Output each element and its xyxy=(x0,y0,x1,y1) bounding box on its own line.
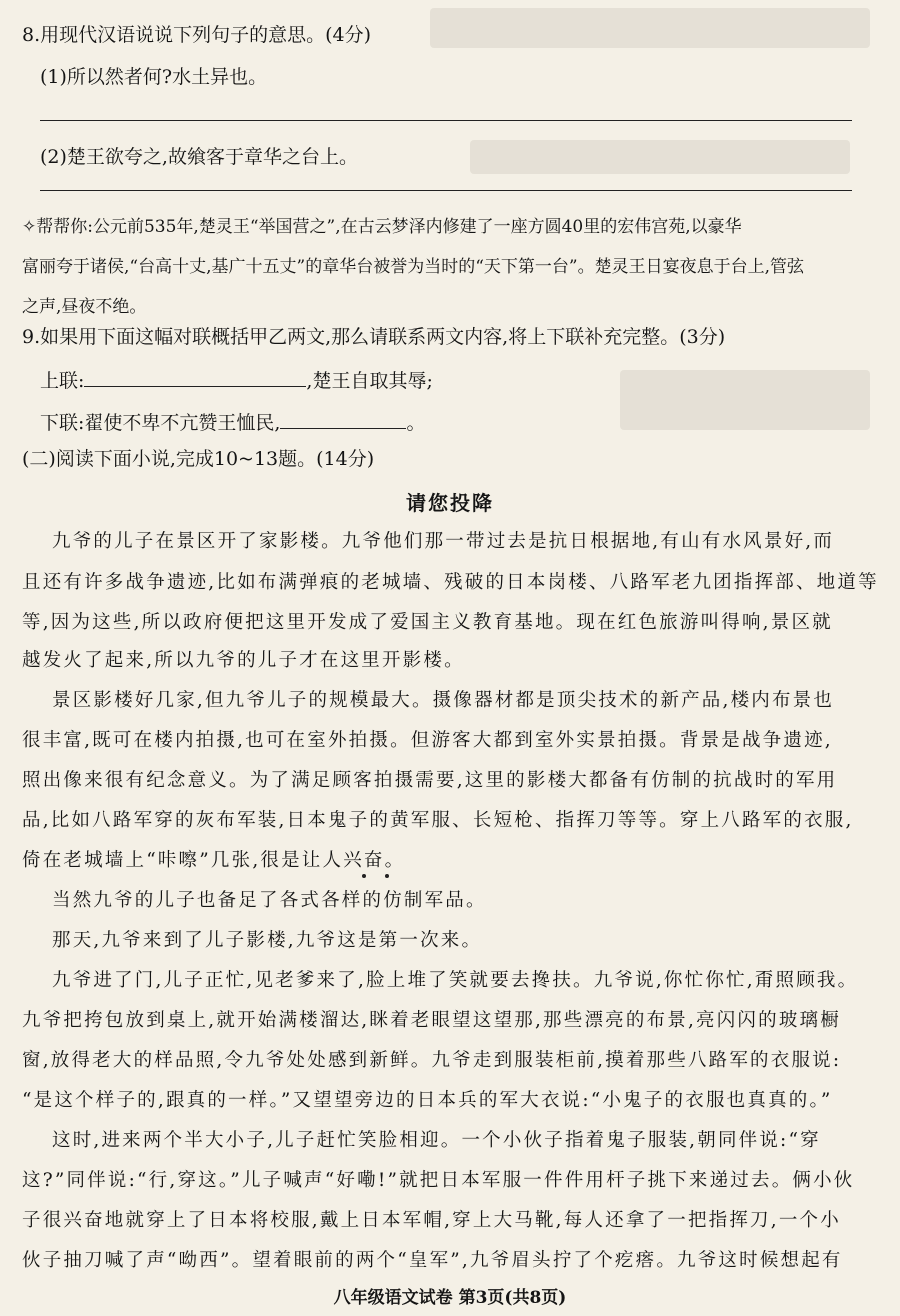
story-line: 九爷的儿子在景区开了家影楼。九爷他们那一带过去是抗日根据地,有山有水风景好,而 xyxy=(52,531,835,552)
story-line: 当然九爷的儿子也备足了各式各样的仿制军品。 xyxy=(52,890,487,911)
help-note-line-3: 之声,昼夜不绝。 xyxy=(22,297,147,317)
story-line: “是这个样子的,跟真的一样。”又望望旁边的日本兵的军大衣说:“小鬼子的衣服也真真的。” xyxy=(22,1090,833,1111)
q8-item-1: (1)所以然者何?水土异也。 xyxy=(40,66,268,88)
q9-title: 9.如果用下面这幅对联概括甲乙两文,那么请联系两文内容,将上下联补充完整。(3分) xyxy=(22,326,726,348)
q9-upper-label: 上联: xyxy=(40,370,85,392)
q8-item-2: (2)楚王欲夸之,故飨客于章华之台上。 xyxy=(40,146,358,168)
q8-title: 8.用现代汉语说说下列句子的意思。(4分) xyxy=(22,24,372,46)
q9-upper-blank xyxy=(84,385,306,387)
q8-answer-line-1 xyxy=(40,120,852,121)
story-line: 那天,九爷来到了儿子影楼,九爷这是第一次来。 xyxy=(52,930,483,951)
q9-lower-tail: 。 xyxy=(406,412,426,434)
q9-lower-label: 下联:翟使不卑不亢赞王恤民, xyxy=(40,412,281,434)
emphasis-dot xyxy=(362,874,366,878)
help-note-line-2: 富丽夸于诸侯,“台高十丈,基广十五丈”的章华台被誉为当时的“天下第一台”。楚灵王日宴夜息于台上,管弦 xyxy=(22,257,804,277)
story-line: 窗,放得老大的样品照,令九爷处处感到新鲜。九爷走到服装柜前,摸着那些八路军的衣服说: xyxy=(22,1050,842,1071)
story-line: 这时,进来两个半大小子,儿子赶忙笑脸相迎。一个小伙子指着鬼子服装,朝同伴说:“穿 xyxy=(52,1130,821,1151)
story-title: 请您投降 xyxy=(406,491,494,515)
section-2-heading: (二)阅读下面小说,完成10~13题。(14分) xyxy=(22,448,375,470)
story-line: 很丰富,既可在楼内拍摄,也可在室外拍摄。但游客大都到室外实景拍摄。背景是战争遗迹, xyxy=(22,730,833,751)
q9-upper-couplet xyxy=(40,366,882,393)
story-line: 越发火了起来,所以九爷的儿子才在这里开影楼。 xyxy=(22,650,465,671)
story-line: 九爷进了门,儿子正忙,见老爹来了,脸上堆了笑就要去搀扶。九爷说,你忙你忙,甭照顾我。 xyxy=(52,970,859,991)
story-line: 且还有许多战争遗迹,比如布满弹痕的老城墙、残破的日本岗楼、八路军老九团指挥部、地道等 xyxy=(22,572,879,593)
story-line: 子很兴奋地就穿上了日本将校服,戴上日本军帽,穿上大马靴,每人还拿了一把指挥刀,一个小 xyxy=(22,1210,841,1231)
story-line: 品,比如八路军穿的灰布军装,日本鬼子的黄军服、长短枪、指挥刀等等。穿上八路军的衣服, xyxy=(22,810,854,831)
story-line: 等,因为这些,所以政府便把这里开发成了爱国主义教育基地。现在红色旅游叫得响,景区就 xyxy=(22,612,833,633)
page-footer: 八年级语文试卷 第3页(共8页) xyxy=(333,1288,567,1308)
q9-lower-blank xyxy=(280,427,406,429)
story-line: 倚在老城墙上“咔嚓”几张,很是让人兴奋。 xyxy=(22,850,406,871)
q8-answer-line-2 xyxy=(40,190,852,191)
story-line: 照出像来很有纪念意义。为了满足顾客拍摄需要,这里的影楼大都备有仿制的抗战时的军用 xyxy=(22,770,838,791)
emphasis-dot xyxy=(385,874,389,878)
story-line: 这?”同伴说:“行,穿这。”儿子喊声“好嘞!”就把日本军服一件件用杆子挑下来递过去。俩小伙 xyxy=(22,1170,855,1191)
q9-upper-tail: ,楚王自取其辱; xyxy=(306,370,433,392)
q9-lower-couplet xyxy=(40,408,882,435)
story-line: 景区影楼好几家,但九爷儿子的规模最大。摄像器材都是顶尖技术的新产品,楼内布景也 xyxy=(52,690,835,711)
help-note-line-1: ✧帮帮你:公元前535年,楚灵王“举国营之”,在古云梦泽内修建了一座方圆40里的宏伟宫苑,以豪华 xyxy=(22,217,742,237)
story-line: 九爷把挎包放到桌上,就开始满楼溜达,眯着老眼望这望那,那些漂亮的布景,亮闪闪的玻璃橱 xyxy=(22,1010,841,1031)
story-line: 伙子抽刀喊了声“呦西”。望着眼前的两个“皇军”,九爷眉头拧了个疙瘩。九爷这时候想起有 xyxy=(22,1250,843,1271)
